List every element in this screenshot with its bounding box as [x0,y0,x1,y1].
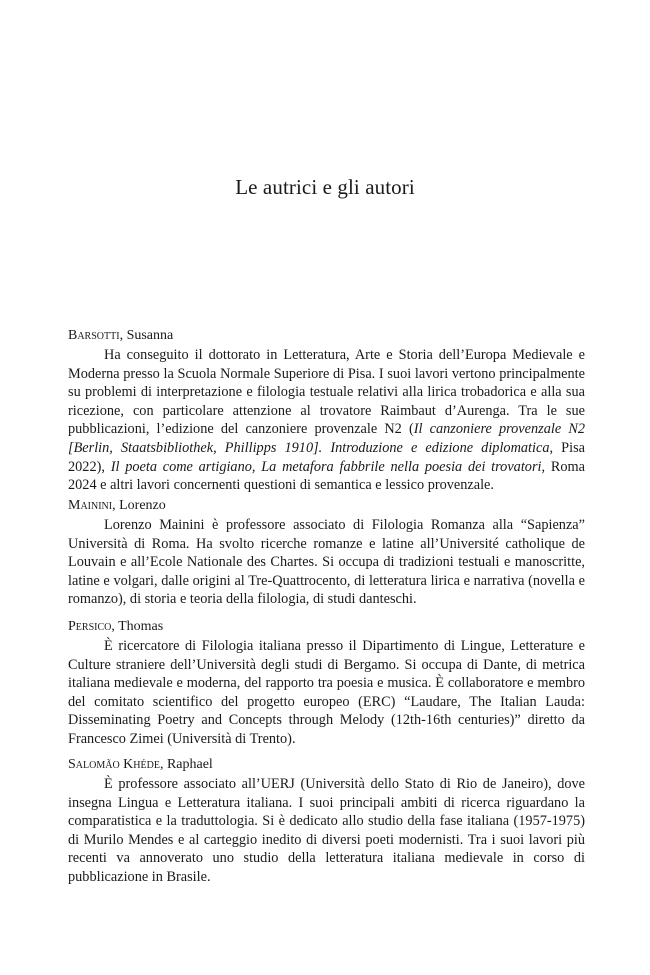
bio-work-title: Il poeta come artigiano, La metafora fabbrile nella poesia dei trovatori [110,458,542,475]
author-bio [68,637,585,749]
author-surname: Salomão Khéde [68,757,160,772]
bio-text: È ricercatore di Filologia italiana presso il Dipartimento di Lingue, Letterature e Culture straniere dell’Università degli studi di Bergamo. Si occupa di Dante, di metrica italiana medievale e moderna, del rapporto tra poesia e musica. È collaboratore e membro del comitato scientifico del progetto europeo (ERC) “Laudare, The Italian Lauda: Disseminating Poetry and Concepts through Melody (12th-16th centuries)” diretto da Francesco Zimei (Università di Trento). [68,638,585,747]
author-given-name: Thomas [118,619,164,634]
author-name: Mainini, Lorenzo [68,498,166,513]
author-bio [68,775,585,887]
author-name: Persico, Thomas [68,619,164,634]
author-name: Salomão Khéde, Raphael [68,757,213,772]
author-given-name: Susanna [126,328,174,343]
bio-text: Lorenzo Mainini è professore associato di Filologia Romanza alla “Sapienza” Università di Roma. Ha svolto ricerche romanze e latine all’Université catholique de Louvain e all’Ecole Nationale des Chartes. Si occupa di tradizioni testuali e manoscritte, latine e volgari, dalle origini al Tre-Quattrocento, di letteratura lirica e narrativa (novella e romanzo), di storia e teoria della filologia, di studi danteschi. [68,517,585,608]
bio-text: , Roma 2024 e altri lavori concernenti questioni di semantica e lessico provenzale. [68,458,585,494]
author-bio [68,346,585,495]
author-entry [68,326,585,495]
bio-text: È professore associato all’UERJ (Università dello Stato di Rio de Janeiro), dove insegna Lingua e Letteratura italiana. I suoi principali ambiti di ricerca riguardano la comparatistica e la traduttologia. Si è dedicato allo studio della fase italiana (1957-1975) di Murilo Mendes e al carteggio inedito di diversi poeti modernisti. Tra i suoi lavori più recenti va annoverato uno studio della letteratura italiana medievale in corso di pubblicazione in Brasile. [68,776,585,885]
author-surname: Mainini [68,498,113,513]
bio-text: , Pisa 2022), [68,439,585,475]
page-title: Le autrici e gli autori [235,175,415,199]
author-surname: Barsotti [68,328,120,343]
author-entry [68,496,585,609]
bio-text: Ha conseguito il dottorato in Letteratura, Arte e Storia dell’Europa Medievale e Moderna presso la Scuola Normale Superiore di Pisa. I suoi lavori vertono principalmente su problemi di interpretazione e filologia testuale relativi alla lirica trobadorica e alla sua ricezione, con particolare attenzione al trovatore Raimbaut d’Aurenga. Tra le sue pubblicazioni, l’edizione del canzoniere provenzale N2 ( [68,347,585,438]
author-given-name: Raphael [166,757,213,772]
author-surname: Persico [68,619,112,634]
author-entry [68,617,585,749]
author-name: Barsotti, Susanna [68,328,174,343]
author-entry [68,755,585,887]
author-given-name: Lorenzo [119,498,166,513]
author-bio [68,516,585,609]
bio-work-title: Il canzoniere provenzale N2 [Berlin, Staatsbibliothek, Phillipps 1910]. Introduzione e edizione diplomatica [68,421,586,456]
